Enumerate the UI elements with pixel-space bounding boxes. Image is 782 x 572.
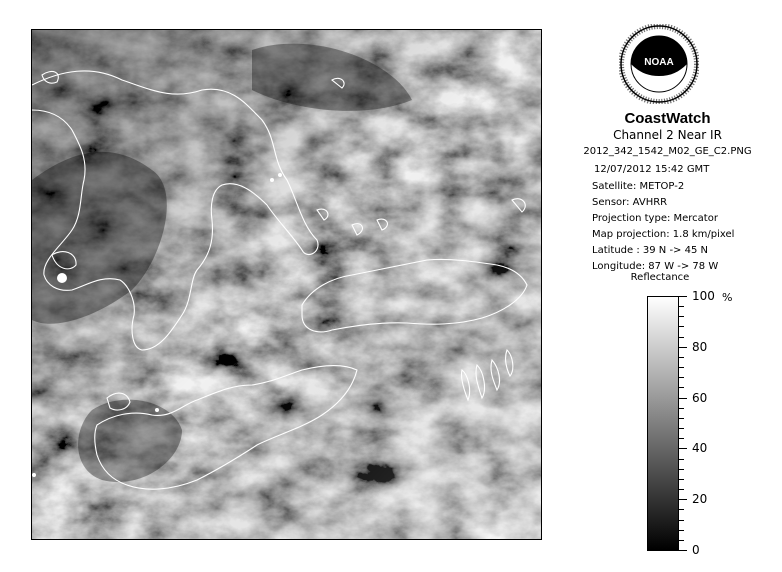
satellite-image-panel (31, 29, 542, 540)
colorbar-tick (679, 367, 684, 368)
colorbar-tick (679, 509, 684, 510)
noaa-logo (619, 24, 699, 104)
map-projection-label: Map projection: 1.8 km/pixel (592, 229, 735, 240)
filename-label: 2012_342_1542_M02_GE_C2.PNG (583, 146, 752, 157)
colorbar-tick (679, 387, 684, 388)
colorbar-label: 0 (692, 543, 700, 557)
colorbar-tick (679, 347, 687, 348)
colorbar-tick (679, 296, 687, 297)
colorbar-tick (679, 316, 684, 317)
noaa-logo-text: NOAA (644, 57, 674, 68)
colorbar-tick (679, 398, 687, 399)
colorbar-tick (679, 540, 684, 541)
colorbar-tick (679, 438, 684, 439)
channel-label: Channel 2 Near IR (613, 128, 722, 142)
colorbar-tick (679, 499, 687, 500)
colorbar-label: 80 (692, 340, 708, 354)
colorbar-label: 60 (692, 391, 708, 405)
legend-title: Reflectance (630, 272, 690, 283)
colorbar-label: 20 (692, 492, 708, 506)
satellite-label: Satellite: METOP-2 (592, 181, 685, 192)
colorbar-tick (679, 408, 684, 409)
colorbar-label: 40 (692, 441, 708, 455)
colorbar-tick (679, 459, 684, 460)
colorbar-tick (679, 479, 684, 480)
colorbar-tick (679, 550, 687, 551)
colorbar-tick (679, 337, 684, 338)
colorbar-tick (679, 530, 684, 531)
colorbar-tick (679, 520, 684, 521)
colorbar-tick (679, 326, 684, 327)
brand-title: CoastWatch (624, 110, 711, 127)
sensor-label: Sensor: AVHRR (592, 197, 668, 208)
colorbar-label: 100 (692, 289, 715, 303)
longitude-label: Longitude: 87 W -> 78 W (592, 261, 719, 272)
projection-type-label: Projection type: Mercator (592, 213, 718, 224)
colorbar-tick (679, 448, 687, 449)
datetime-label: 12/07/2012 15:42 GMT (594, 164, 710, 175)
colorbar-tick (679, 377, 684, 378)
colorbar-tick (679, 428, 684, 429)
reflectance-colorbar (647, 296, 679, 551)
satellite-map (32, 30, 542, 540)
latitude-label: Latitude : 39 N -> 45 N (592, 245, 708, 256)
colorbar-tick (679, 357, 684, 358)
colorbar-tick (679, 418, 684, 419)
colorbar-tick (679, 306, 684, 307)
colorbar-tick (679, 489, 684, 490)
legend-unit: % (722, 291, 733, 304)
colorbar-tick (679, 469, 684, 470)
